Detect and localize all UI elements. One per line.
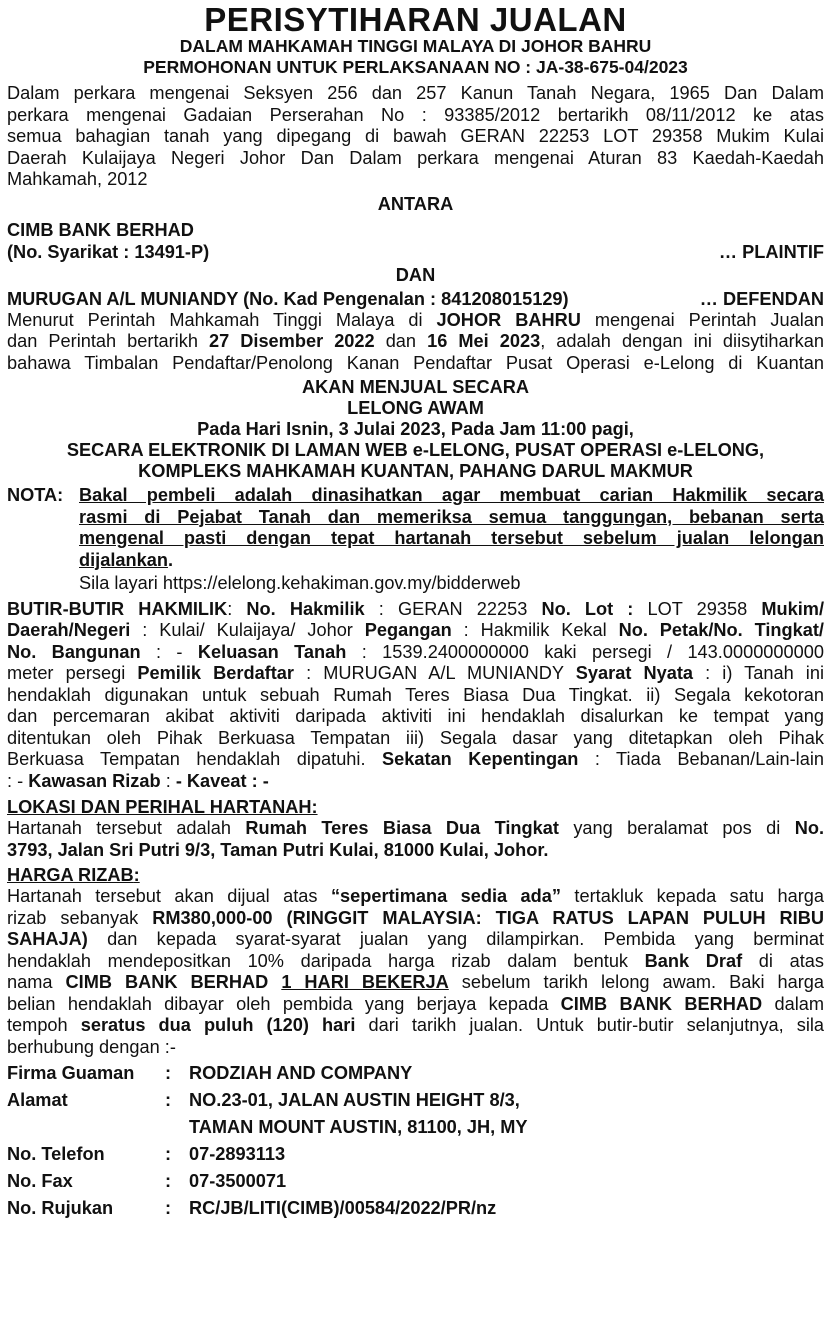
- bank-name: CIMB BANK BERHAD: [560, 993, 763, 1014]
- text: : Kulai/ Kulaijaya/ Johor: [130, 620, 365, 640]
- label: Daerah/Negeri: [7, 620, 131, 640]
- details-line: hendaklah digunakan untuk sebuah Rumah Teres Biasa Dua Tingkat. ii) Segala kekotoran: [7, 684, 824, 705]
- nota-text: .: [167, 549, 174, 570]
- order-line: [7, 331, 824, 353]
- plaintiff-role: … PLAINTIF: [718, 241, 824, 262]
- details-line: ditentukan oleh Pihak Berkuasa Tempatan iii) Segala dasar yang ditetapkan oleh Pihak: [7, 727, 824, 748]
- defendant-role: … DEFENDAN: [699, 288, 824, 309]
- text: : -: [140, 641, 198, 662]
- heading-text: LOKASI DAN PERIHAL HARTANAH: [7, 797, 312, 817]
- fax-label: No. Fax: [7, 1171, 73, 1191]
- reserve-line: berhubung dengan :-: [7, 1036, 176, 1057]
- intro-line: Dalam perkara mengenai Seksyen 256 dan 257 Kanun Tanah Negara, 1965 Dan Dalam: [7, 83, 824, 103]
- firm-value: RODZIAH AND COMPANY: [189, 1063, 413, 1083]
- label: Sekatan Kepentingan: [382, 749, 579, 769]
- details-line: [7, 620, 824, 642]
- reserve-price: SAHAJA): [7, 929, 88, 949]
- text: LOT 29358: [633, 598, 762, 619]
- heading-colon: :: [133, 865, 140, 885]
- text: :: [227, 598, 247, 619]
- payment-period: seratus dua puluh (120) hari: [80, 1015, 356, 1035]
- phone-value: 07-2893113: [189, 1144, 286, 1164]
- label: Pemilik Berdaftar: [137, 663, 294, 683]
- text: yang beralamat pos di: [558, 818, 795, 838]
- label: No. Lot :: [541, 598, 634, 619]
- contact-block: [7, 1060, 824, 1222]
- reserve-price: RM380,000-00 (RINGGIT MALAYSIA: TIGA RATUS LAPAN PULUH RIBU: [152, 907, 825, 928]
- reserve-line: [7, 1015, 824, 1037]
- text: di atas: [742, 950, 824, 971]
- address-label: Alamat: [7, 1090, 68, 1110]
- label: No. Bangunan: [7, 641, 141, 662]
- details-line: [7, 749, 824, 771]
- text: belian hendaklah dibayar oleh pembida yang berjaya kepada: [7, 993, 561, 1014]
- plaintiff-name: CIMB BANK BERHAD: [7, 219, 194, 240]
- nota-line: rasmi di Pejabat Tanah dan memeriksa semua tanggungan, bebanan serta: [79, 506, 824, 527]
- nota-text: dijalankan: [79, 549, 168, 570]
- text: dan kepada syarat-syarat jualan yang dilampirkan. Pembida yang berminat: [87, 929, 824, 949]
- nota-body: [79, 485, 824, 595]
- location-heading: [7, 796, 824, 818]
- bank-name: CIMB BANK BERHAD: [65, 972, 269, 992]
- details-line: dan percemaran akibat aktiviti daripada aktiviti ini hendaklah disalurkan ke tempat yang: [7, 706, 824, 726]
- intro-line: perkara mengenai Gadaian Perserahan No : 93385/2012 bertarikh 08/11/2012 ke atas: [7, 104, 824, 125]
- heading-colon: :: [311, 797, 318, 817]
- property-address: 3793, Jalan Sri Putri 9/3, Taman Putri Kulai, 81000 Kulai, Johor.: [7, 839, 549, 860]
- label: Keluasan Tanah: [197, 641, 347, 662]
- heading-text: HARGA RIZAB: [7, 865, 134, 885]
- defendant-name: MURUGAN A/L MUNIANDY (No. Kad Pengenalan : 841208015129): [7, 288, 569, 309]
- auction-date: Pada Hari Isnin, 3 Julai 2023, Pada Jam 11:00 pagi,: [197, 419, 634, 439]
- application-number: PERMOHONAN UNTUK PERLAKSANAAN NO : JA-38-675-04/2023: [143, 57, 688, 77]
- text: : i) Tanah ini: [693, 663, 825, 683]
- location-line: [7, 818, 824, 840]
- text: , adalah dengan ini diisytiharkan: [540, 331, 824, 351]
- phone-label: No. Telefon: [7, 1144, 105, 1164]
- address-line-2: TAMAN MOUNT AUSTIN, 81100, JH, MY: [189, 1117, 528, 1137]
- nota-line: Bakal pembeli adalah dinasihatkan agar membuat carian Hakmilik secara: [79, 485, 824, 505]
- label: No. Hakmilik: [246, 598, 365, 619]
- reserve-line: [7, 886, 824, 908]
- order-paragraph: [7, 310, 824, 375]
- condition: “sepertimana sedia ada”: [330, 886, 561, 906]
- separator: :: [165, 1063, 172, 1083]
- text: meter persegi: [7, 663, 138, 683]
- separator: :: [165, 1090, 172, 1110]
- text: dari tarikh jualan. Untuk butir-butir selanjutnya, sila: [355, 1015, 825, 1035]
- elelong-website: Sila layari https://elelong.kehakiman.gov.my/bidderweb: [79, 573, 521, 593]
- title-details-paragraph: [7, 599, 824, 793]
- auction-line: LELONG AWAM: [347, 398, 484, 418]
- label: Pegangan: [364, 620, 452, 640]
- spacer: [165, 1114, 189, 1141]
- text: : Tiada Bebanan/Lain-lain: [578, 749, 824, 769]
- nota-line: mengenal pasti dengan tepat hartanah tersebut sebelum jualan lelongan: [79, 528, 824, 548]
- text: dalam: [762, 993, 825, 1014]
- defendant-row: [7, 288, 824, 310]
- firm-label: Firma Guaman: [7, 1063, 135, 1083]
- separator: :: [165, 1144, 172, 1164]
- dan-heading: DAN: [395, 264, 436, 285]
- label: - Kaveat : -: [175, 770, 269, 791]
- text: mengenai Perintah Jualan: [580, 309, 824, 330]
- auction-line: SECARA ELEKTRONIK DI LAMAN WEB e-LELONG, PUSAT OPERASI e-LELONG,: [66, 440, 765, 460]
- reserve-section: [7, 864, 824, 1058]
- text: sebelum tarikh lelong awam. Baki harga: [448, 972, 824, 992]
- court-name: DALAM MAHKAMAH TINGGI MALAYA DI JOHOR BAHRU: [179, 36, 652, 56]
- text: :: [160, 770, 176, 791]
- payment-method: Bank Draf: [644, 950, 743, 971]
- order-line: bahawa Timbalan Pendaftar/Penolong Kanan Pendaftar Pusat Operasi e-Lelong di Kuantan: [7, 352, 824, 373]
- reserve-line: [7, 908, 824, 930]
- text: tempoh: [7, 1015, 81, 1035]
- plaintiff-row: [7, 241, 824, 263]
- auction-block: [7, 377, 824, 482]
- details-heading: BUTIR-BUTIR HAKMILIK: [7, 598, 228, 619]
- separator: :: [165, 1198, 172, 1218]
- details-line: [7, 599, 824, 621]
- details-line: [7, 663, 824, 685]
- label: No. Petak/No. Tingkat/: [618, 620, 824, 640]
- intro-line: semua bahagian tanah yang dipegang di bawah GERAN 22253 LOT 29358 Mukim Kulai: [7, 126, 824, 146]
- address-part: No.: [794, 818, 825, 838]
- auction-line: KOMPLEKS MAHKAMAH KUANTAN, PAHANG DARUL MAKMUR: [138, 461, 693, 481]
- order-line: [7, 310, 824, 332]
- label: Syarat Nyata: [575, 663, 694, 683]
- text: : -: [7, 770, 29, 791]
- intro-line: Daerah Kulaijaya Negeri Johor Dan Dalam perkara mengenai Aturan 83 Kaedah-Kaedah: [7, 147, 824, 168]
- text: Menurut Perintah Mahkamah Tinggi Malaya di: [7, 309, 437, 330]
- plaintiff-name-row: [7, 219, 824, 241]
- antara-heading: ANTARA: [377, 193, 454, 214]
- text: nama: [7, 972, 66, 992]
- label: Kawasan Rizab: [28, 770, 161, 791]
- reserve-line: [7, 929, 824, 951]
- order-date-1: 27 Disember 2022: [208, 331, 375, 351]
- spacer: [7, 1114, 165, 1141]
- text: Hartanah tersebut adalah: [7, 818, 246, 838]
- text: : Hakmilik Kekal: [451, 620, 619, 640]
- nota-line: [79, 550, 824, 572]
- address-line-1: NO.23-01, JALAN AUSTIN HEIGHT 8/3,: [189, 1090, 520, 1110]
- label: Mukim/: [761, 598, 824, 619]
- text: hendaklah mendepositkan 10% daripada harga rizab dalam bentuk: [7, 950, 645, 971]
- order-date-2: 16 Mei 2023: [427, 331, 541, 351]
- notice-title: PERISYTIHARAN JUALAN: [204, 1, 627, 38]
- text: Berkuasa Tempatan hendaklah dipatuhi.: [7, 749, 382, 769]
- court-location: JOHOR BAHRU: [436, 309, 581, 330]
- nota-block: [7, 485, 824, 595]
- reserve-line: [7, 972, 824, 994]
- location-section: [7, 796, 824, 861]
- plaintiff-reg: (No. Syarikat : 13491-P): [7, 241, 210, 262]
- auction-line: AKAN MENJUAL SECARA: [301, 377, 530, 397]
- fax-value: 07-3500071: [189, 1171, 287, 1191]
- details-line: [7, 771, 824, 793]
- reserve-line: [7, 951, 824, 973]
- reference-label: No. Rujukan: [7, 1198, 114, 1218]
- reserve-heading: [7, 864, 824, 886]
- text: dan: [374, 331, 428, 351]
- text: : GERAN 22253: [364, 598, 542, 619]
- text: rizab sebanyak: [7, 907, 153, 928]
- details-line: [7, 642, 824, 664]
- property-type: Rumah Teres Biasa Dua Tingkat: [245, 818, 559, 838]
- separator: :: [165, 1171, 172, 1191]
- deposit-deadline: 1 HARI BEKERJA: [281, 972, 449, 992]
- intro-line: Mahkamah, 2012: [7, 169, 148, 189]
- text: Hartanah tersebut akan dijual atas: [7, 886, 331, 906]
- text: tertakluk kepada satu harga: [561, 886, 824, 906]
- nota-label: NOTA:: [7, 485, 64, 505]
- intro-paragraph: [7, 83, 824, 191]
- text: : 1539.2400000000 kaki persegi / 143.0000000000: [346, 641, 824, 662]
- text: : MURUGAN A/L MUNIANDY: [294, 663, 576, 683]
- reserve-line: [7, 994, 824, 1016]
- reference-value: RC/JB/LITI(CIMB)/00584/2022/PR/nz: [189, 1198, 497, 1218]
- text: dan Perintah bertarikh: [7, 331, 209, 351]
